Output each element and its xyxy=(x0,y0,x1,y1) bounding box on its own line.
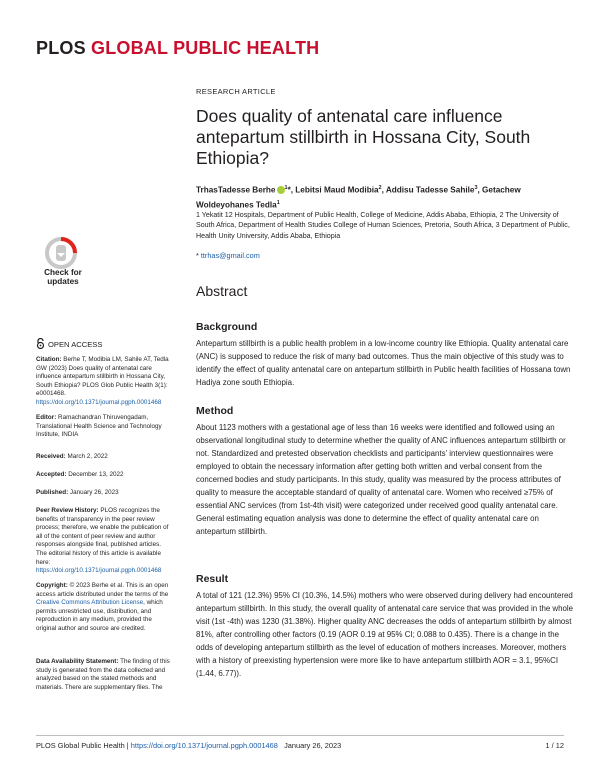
result-text: A total of 121 (12.3%) 95% CI (10.3%, 14.5%) mothers who were observed during delivery had encountered antepartum stillbirth. In this study, the overall quality of antenatal care service that was provided in the whole visit (1st -4th) was 1230 (31.38%). Higher quality ANC decreases the odds of antepartum stillbirth by almost 81%, after controlling other factors (0.19 (AOR 0.19 at 95% CI; 0.088 to 0.435). There is a change in the odds of developing antepartum stillbirth as the level of education of mothers increases. Moreover, mothers with a history of preexisting hypertension were more like to have antepartum stillbirth AOR = 3.1, 95%CI (1.44, 6.77)). xyxy=(196,591,574,678)
author-4-affil: 1 xyxy=(276,199,280,206)
author-1-affil: 1 xyxy=(284,185,288,191)
author-list xyxy=(196,182,576,211)
editor-text: Ramachandran Thiruvengadam, Translational Health Science and Technology Institute, INDIA xyxy=(36,414,162,439)
check-updates-label xyxy=(36,268,90,286)
footer-divider xyxy=(36,735,564,736)
background-heading: Background xyxy=(196,321,258,333)
footer-separator: | xyxy=(124,741,131,750)
peer-review-label: Peer Review History: xyxy=(36,507,99,514)
author-4[interactable]: , Getachew Woldeyohanes Tedla xyxy=(196,185,521,210)
citation-doi-link[interactable]: https://doi.org/10.1371/journal.pgph.0001468 xyxy=(36,398,162,406)
peer-review-block xyxy=(36,507,172,576)
author-3-affil: 3 xyxy=(474,185,478,191)
article-title: Does quality of antenatal care influence antepartum stillbirth in Hossana City, South Ethiopia? xyxy=(196,106,531,168)
citation-block xyxy=(36,356,172,408)
open-access-text: OPEN ACCESS xyxy=(48,340,103,349)
footer-date: January 26, 2023 xyxy=(284,741,342,750)
accepted-date: December 13, 2022 xyxy=(66,471,124,478)
check-updates-line1: Check for xyxy=(44,268,82,277)
open-access-label xyxy=(36,338,102,349)
editor-label: Editor: xyxy=(36,414,57,421)
method-text: About 1123 mothers with a gestational age of less than 16 weeks were identified and followed using an observational longitudinal study to determine whether the quality of ANC influences antepartum stillbirth or not. Standardized and pretested observation checklists and participants’ interview questionnaires were employed to obtain the necessary information after getting both written and verbal consent from the concerned bodies and study participants. In this study, quality was measured by the process attributes of quality to measure the acceptable standard of quality of antenatal care. Women who received ≥75% of essential ANC services (from 1st-4th visit) were categorized under received good quality antenatal care. General estimating equation analysis was done to determine the effect of quality antenatal care on antepartum stillbirth. xyxy=(196,423,566,536)
author-1[interactable]: TrhasTadesse Berhe xyxy=(196,185,276,195)
copyright-label: Copyright: xyxy=(36,582,68,589)
article-type: RESEARCH ARTICLE xyxy=(196,87,276,96)
published-date: January 26, 2023 xyxy=(68,489,119,496)
abstract-heading: Abstract xyxy=(196,283,248,299)
copyright-text: © 2023 Berhe et al. This is an open access article distributed under the terms of the xyxy=(36,582,169,598)
accepted-block xyxy=(36,471,172,480)
background-text: Antepartum stillbirth is a public health problem in a low-income country like Ethiopia. Quality antenatal care (ANC) is supposed to reduce the risk of many bad outcomes. Thus the main objective of this study was to identify the effect of quality antenatal care on antepartum stillbirth in Public health facilities of Hossana town Hadiya zone south Ethiopia. xyxy=(196,339,571,387)
method-heading: Method xyxy=(196,405,234,417)
published-label: Published: xyxy=(36,489,69,496)
email-link[interactable]: ttrhas@gmail.com xyxy=(200,251,260,260)
received-block xyxy=(36,453,172,462)
license-link[interactable]: Creative Commons Attribution License xyxy=(36,599,144,607)
peer-review-link[interactable]: https://doi.org/10.1371/journal.pgph.0001468 xyxy=(36,567,162,575)
author-2-affil: 2 xyxy=(378,185,382,191)
result-heading: Result xyxy=(196,573,229,585)
journal-prefix: PLOS xyxy=(36,38,86,58)
copyright-block xyxy=(36,582,172,634)
citation-text: Berhe T, Modibia LM, Sahile AT, Tedla GW (2023) Does quality of antenatal care influence antepartum stillbirth in Hossana City, South Ethiopia? PLOS Glob Public Health 3(1): e0001468. xyxy=(36,356,169,398)
author-2[interactable]: *, Lebitsi Maud Modibia xyxy=(287,185,379,195)
peer-review-text: PLOS recognizes the benefits of transparency in the peer review process; therefore, we enable the publication of all of the content of peer review and author responses alongside final, published articles. The editorial history of this article is available here: xyxy=(36,507,169,566)
published-block xyxy=(36,489,172,498)
check-for-updates-badge[interactable] xyxy=(36,236,90,294)
footer-journal: PLOS Global Public Health xyxy=(36,741,125,750)
received-label: Received: xyxy=(36,453,66,460)
journal-masthead xyxy=(36,38,319,59)
check-updates-line2: updates xyxy=(47,277,79,286)
author-3[interactable]: , Addisu Tadesse Sahile xyxy=(381,185,475,195)
open-lock-icon xyxy=(36,338,45,349)
check-updates-icon xyxy=(44,236,78,270)
copyright-text-2: , which permits unrestricted use, distribution, and reproduction in any medium, provided the original author and source are credited. xyxy=(36,599,163,632)
data-availability-text: The finding of this study is generated from the data collected and analyzed based on the stated methods and materials. There are supplementary files. The xyxy=(36,658,170,691)
received-date: March 2, 2022 xyxy=(65,453,108,460)
accepted-label: Accepted: xyxy=(36,471,67,478)
data-availability-block xyxy=(36,658,172,692)
editor-block xyxy=(36,414,172,440)
citation-label: Citation: xyxy=(36,356,62,363)
orcid-icon[interactable] xyxy=(277,186,285,194)
affiliations: 1 Yekatit 12 Hospitals, Department of Public Health, College of Medicine, Addis Ababa, Ethiopia, 2 The University of South Africa, Department of Health Studies College of Human Sciences, Pretoria, South Africa, 3 Department of Public, Health Unity University, Addis Ababa, Ethiopia xyxy=(196,211,570,240)
data-availability-label: Data Availability Statement: xyxy=(36,658,119,665)
email-marker: * xyxy=(196,251,199,260)
page-footer xyxy=(36,741,341,750)
page-number: 1 / 12 xyxy=(545,741,564,750)
journal-name: GLOBAL PUBLIC HEALTH xyxy=(91,38,320,58)
corresponding-email xyxy=(196,251,260,260)
footer-doi-link[interactable]: https://doi.org/10.1371/journal.pgph.0001468 xyxy=(130,741,278,750)
